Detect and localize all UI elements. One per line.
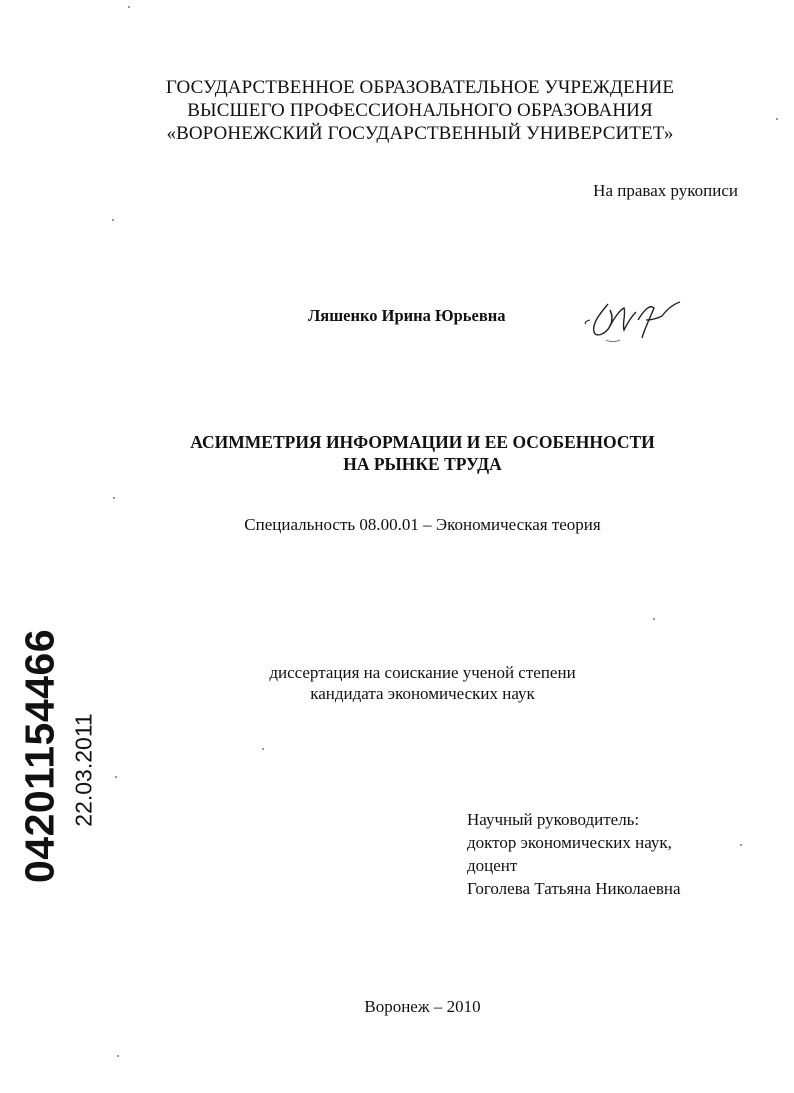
dissertation-title — [100, 431, 745, 475]
scan-speck — [112, 219, 114, 221]
title-line-1: АСИММЕТРИЯ ИНФОРМАЦИИ И ЕЕ ОСОБЕННОСТИ — [190, 432, 655, 452]
degree-line-1: диссертация на соискание ученой степени — [269, 663, 576, 682]
degree-statement — [100, 662, 745, 704]
scan-speck — [776, 118, 778, 120]
author-name: Ляшенко Ирина Юрьевна — [308, 306, 506, 325]
scan-speck — [653, 618, 655, 620]
scan-speck — [262, 748, 264, 750]
signature-icon — [580, 290, 690, 350]
scan-speck — [117, 1055, 119, 1057]
institution-line-1: ГОСУДАРСТВЕННОЕ ОБРАЗОВАТЕЛЬНОЕ УЧРЕЖДЕНИЕ — [165, 77, 675, 98]
institution-line-2: ВЫСШЕГО ПРОФЕССИОНАЛЬНОГО ОБРАЗОВАНИЯ — [187, 100, 653, 121]
stamp-number: 04201154466 — [16, 628, 63, 884]
scan-speck — [740, 844, 742, 846]
institution-header — [100, 76, 740, 145]
advisor-name: Гоголева Татьяна Николаевна — [467, 879, 681, 898]
city-year: Воронеж – 2010 — [364, 997, 481, 1016]
manuscript-rights-note: На правах рукописи — [593, 181, 738, 200]
advisor-degree: доктор экономических наук, — [467, 833, 672, 852]
advisor-label: Научный руководитель: — [467, 810, 640, 829]
scan-speck — [113, 497, 115, 499]
title-line-2: НА РЫНКЕ ТРУДА — [343, 454, 502, 474]
degree-line-2: кандидата экономических наук — [310, 684, 535, 703]
specialty-line: Специальность 08.00.01 – Экономическая теория — [244, 515, 601, 534]
stamp-date: 22.03.2011 — [70, 713, 97, 827]
advisor-rank: доцент — [467, 856, 518, 875]
institution-line-3: «ВОРОНЕЖСКИЙ ГОСУДАРСТВЕННЫЙ УНИВЕРСИТЕТ» — [166, 123, 674, 144]
scan-speck — [115, 776, 117, 778]
scan-speck — [128, 6, 130, 8]
scientific-advisor-block — [467, 808, 681, 900]
